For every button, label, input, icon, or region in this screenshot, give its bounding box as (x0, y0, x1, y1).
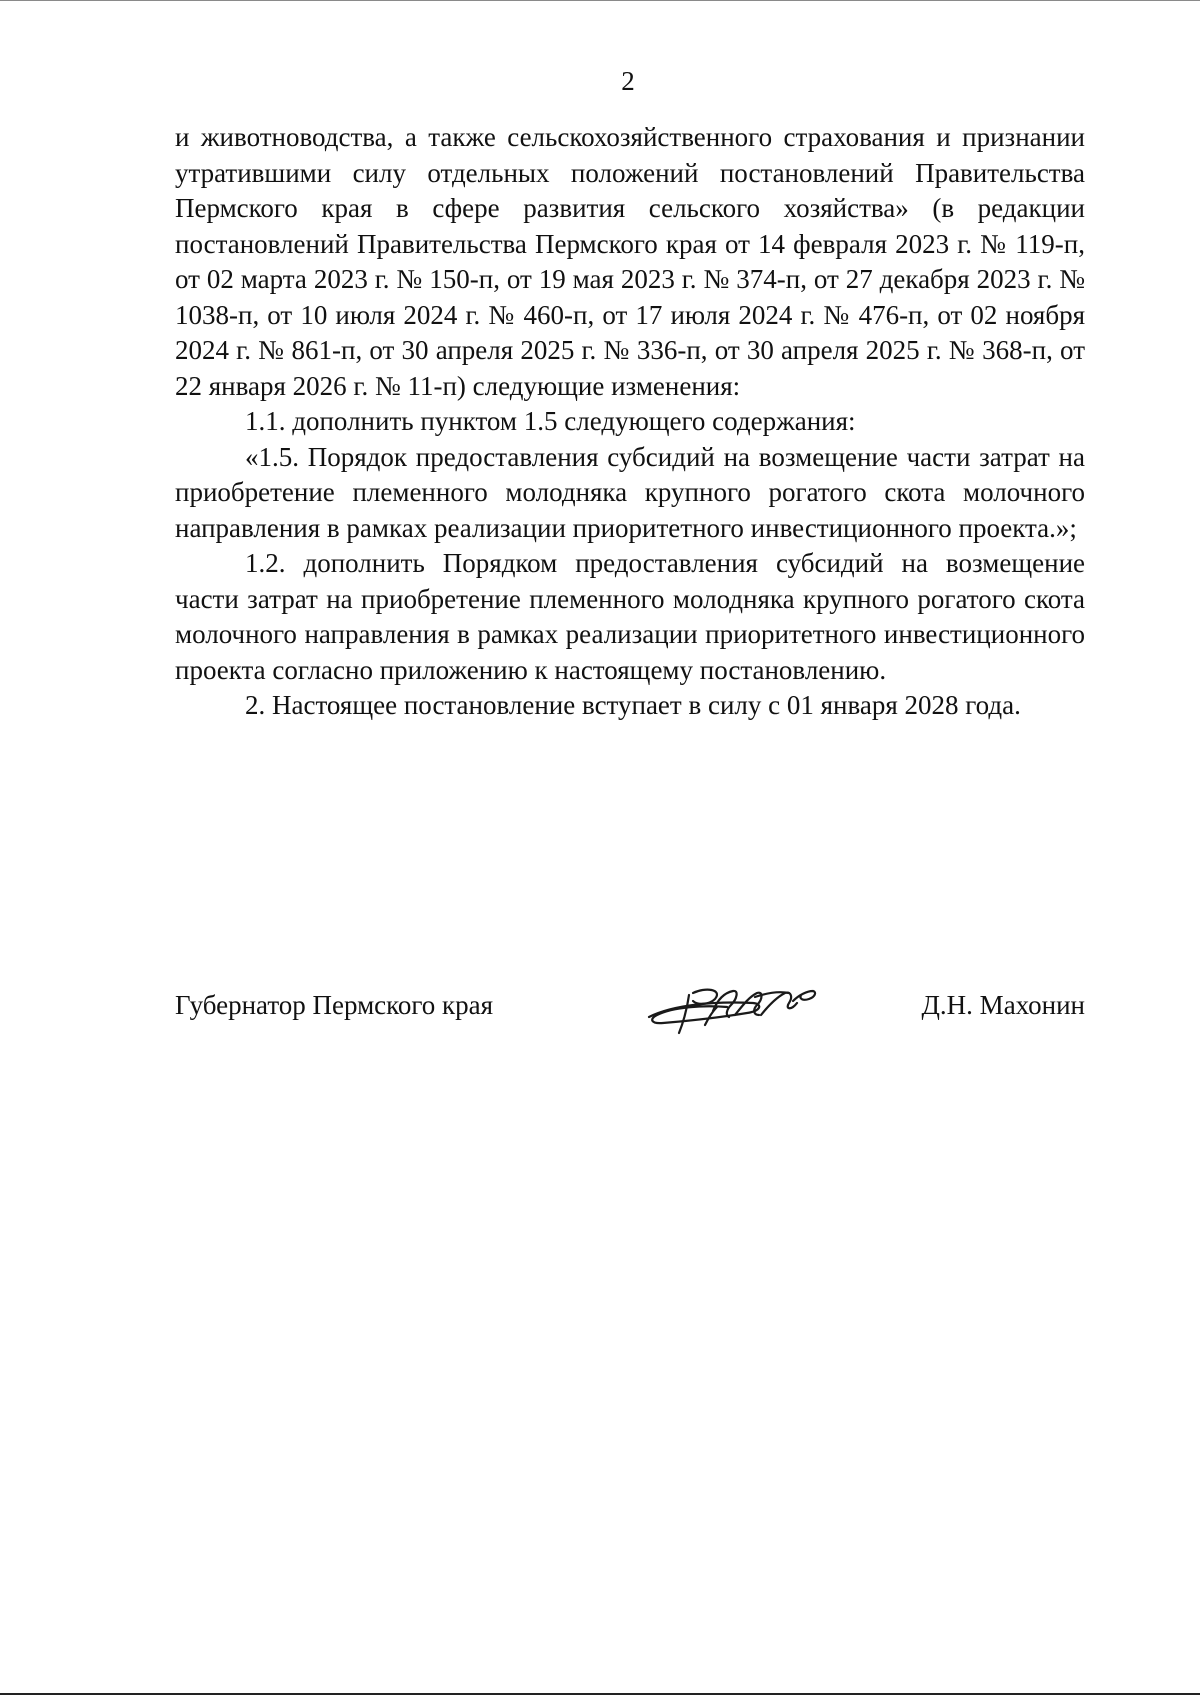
page-number: 2 (621, 66, 635, 96)
document-body (175, 120, 1085, 724)
signature-block (175, 979, 1085, 1039)
paragraph-continuation: и животноводства, а также сельскохозяйственного страхования и признании утратившими силу отдельных положений постановлений Правительства Пермского края в сфере развития сельского хозяйства» (в редакции постановлений Правительства Пермского края от 14 февраля 2023 г. № 119-п, от 02 марта 2023 г. № 150-п, от 19 мая 2023 г. № 374-п, от 27 декабря 2023 г. № 1038-п, от 10 июля 2024 г. № 460-п, от 17 июля 2024 г. № 476-п, от 02 ноября 2024 г. № 861-п, от 30 апреля 2025 г. № 336-п, от 30 апреля 2025 г. № 368-п, от 22 января 2026 г. № 11-п) следующие изменения: (175, 122, 1085, 401)
paragraph-item-1-1: 1.1. дополнить пунктом 1.5 следующего содержания: (245, 406, 856, 436)
paragraph-item-2: 2. Настоящее постановление вступает в силу с 01 января 2028 года. (245, 690, 1021, 720)
signatory-position: Губернатор Пермского края (175, 990, 494, 1020)
handwritten-signature (643, 971, 823, 1041)
paragraph-item-1-5-quote: «1.5. Порядок предоставления субсидий на возмещение части затрат на приобретение племенного молодняка крупного рогатого скота молочного направления в рамках реализации приоритетного инвестиционного проекта.»; (175, 441, 1085, 543)
signatory-name: Д.Н. Махонин (921, 990, 1085, 1020)
paragraph-item-1-2: 1.2. дополнить Порядком предоставления субсидий на возмещение части затрат на приобретение племенного молодняка крупного рогатого скота молочного направления в рамках реализации приоритетного инвестиционного проекта согласно приложению к настоящему постановлению. (175, 548, 1085, 685)
